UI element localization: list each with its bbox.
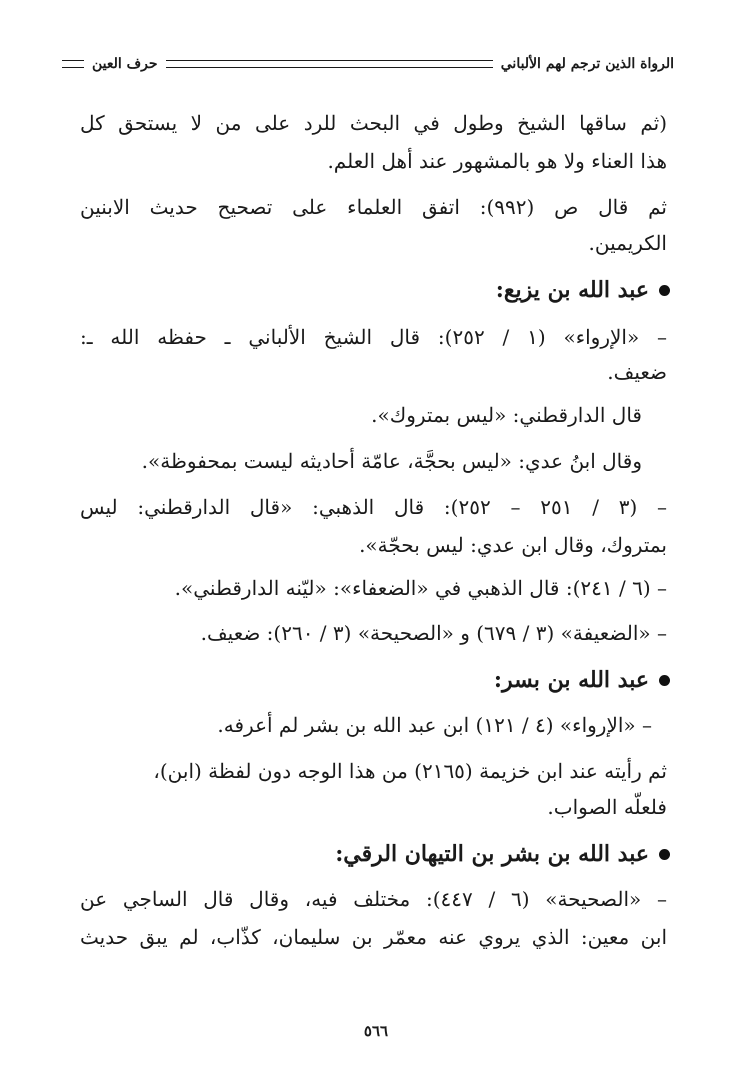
entry-heading-text: عبد الله بن بشر بن التيهان الرقي:: [335, 841, 649, 867]
running-header: [62, 50, 674, 78]
entry-3-line-1: – «الصحيحة» (٦ / ٤٤٧): مختلف فيه، وقال قال الساجي عن: [80, 887, 667, 911]
book-title: الرواة الذين ترجم لهم الألباني: [500, 56, 674, 72]
entry-3-line-2: ابن معين: الذي يروي عنه معمّر بن سليمان، كذّاب، لم يبق حديث: [80, 925, 667, 949]
entry-heading-text: عبد الله بن بسر:: [493, 667, 649, 693]
paragraph-1-line-2: هذا العناء ولا هو بالمشهور عند أهل العلم.: [327, 149, 667, 173]
bullet-icon: [659, 675, 670, 686]
entry-heading: [494, 664, 670, 696]
entry-1-line-4: وقال ابنُ عدي: «ليس بحجَّة، عامّة أحاديثه ليست بمحفوظة».: [141, 449, 642, 473]
entry-1-line-7: – (٦ / ٢٤١): قال الذهبي في «الضعفاء»: «ليّنه الدارقطني».: [174, 576, 667, 600]
entry-heading: [335, 838, 670, 870]
paragraph-2-line-2: الكريمين.: [588, 231, 667, 255]
paragraph-2-line-1: ثم قال ص (٩٩٢): اتفق العلماء على تصحيح حديث الابنين: [80, 195, 667, 219]
entry-1-line-3: قال الدارقطني: «ليس بمتروك».: [371, 403, 642, 427]
header-rule: [166, 60, 493, 68]
entry-1-line-5: – (٣ / ٢٥١ – ٢٥٢): قال الذهبي: «قال الدارقطني: ليس: [80, 495, 667, 519]
entry-heading-text: عبد الله بن يزيع:: [495, 277, 649, 303]
page-number: ٥٦٦: [363, 1022, 389, 1040]
paragraph-1-line-1: (ثم ساقها الشيخ وطول في البحث للرد على من لا يستحق كل: [80, 111, 667, 135]
entry-2-line-2: ثم رأيته عند ابن خزيمة (٢١٦٥) من هذا الوجه دون لفظة (ابن)،: [153, 759, 667, 783]
bullet-icon: [659, 849, 670, 860]
header-rule-tail: [62, 60, 84, 68]
section-title: حرف العين: [92, 56, 158, 72]
entry-1-line-6: بمتروك، وقال ابن عدي: ليس بحجّة».: [359, 533, 667, 557]
entry-1-line-1: – «الإرواء» (١ / ٢٥٢): قال الشيخ الألباني ـ حفظه الله ـ:: [80, 325, 668, 349]
entry-1-line-2: ضعيف.: [607, 360, 667, 384]
entry-1-line-8: – «الضعيفة» (٣ / ٦٧٩) و «الصحيحة» (٣ / ٢٦٠): ضعيف.: [200, 621, 667, 645]
bullet-icon: [659, 285, 670, 296]
entry-2-line-1: – «الإرواء» (٤ / ١٢١) ابن عبد الله بن بشر لم أعرفه.: [217, 713, 652, 737]
entry-2-line-3: فلعلّه الصواب.: [547, 795, 667, 819]
entry-heading: [496, 274, 670, 306]
